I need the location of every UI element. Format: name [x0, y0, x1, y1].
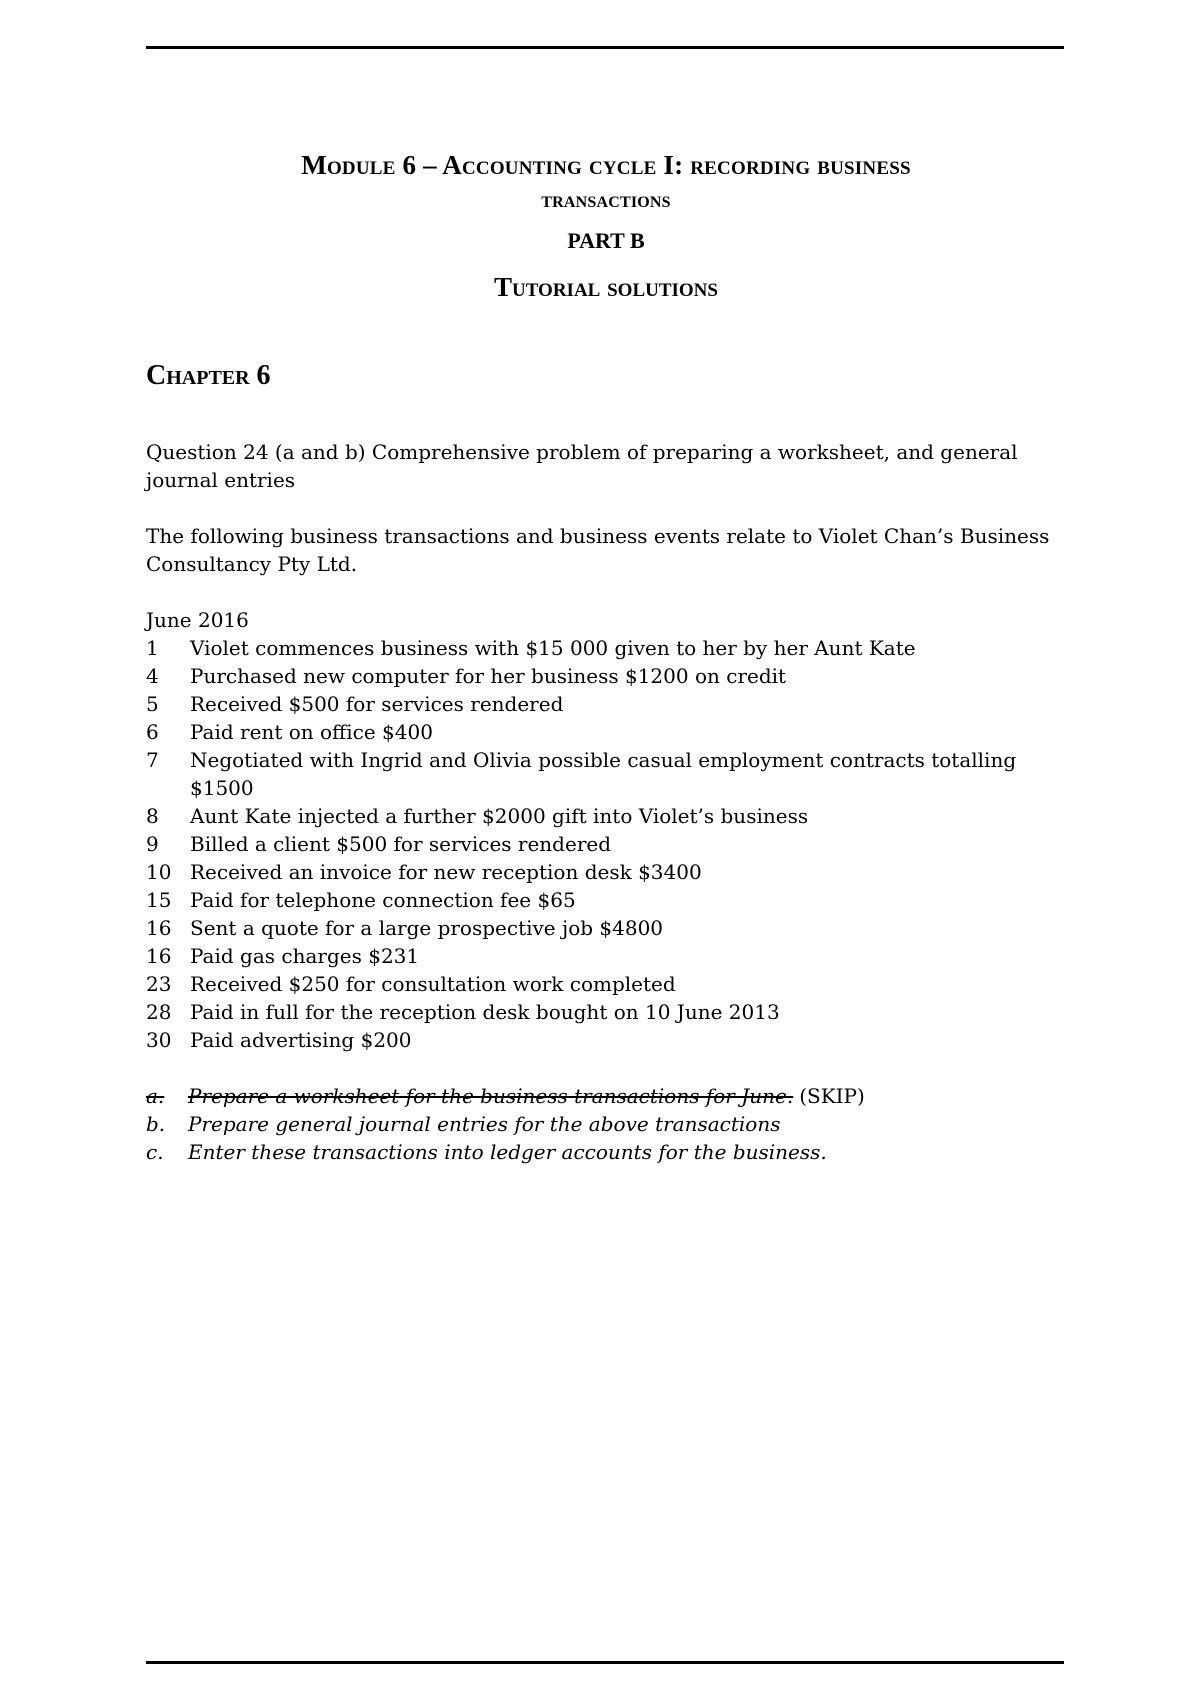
transaction-description: Paid advertising $200 [190, 1028, 412, 1052]
transaction-day: 5 [146, 692, 159, 716]
task-item-b [146, 1110, 1066, 1138]
transaction-item [146, 942, 1066, 970]
transaction-day: 28 [146, 1000, 172, 1024]
transaction-description: Sent a quote for a large prospective job $4800 [190, 916, 664, 940]
transaction-day: 8 [146, 804, 159, 828]
transaction-description: Violet commences business with $15 000 given to her by her Aunt Kate [190, 636, 916, 660]
transaction-item [146, 746, 1066, 802]
transaction-day: 16 [146, 916, 172, 940]
transaction-day: 9 [146, 832, 159, 856]
transaction-day: 23 [146, 972, 172, 996]
transaction-day: 7 [146, 748, 159, 772]
transaction-day: 15 [146, 888, 172, 912]
task-list [146, 1082, 1066, 1166]
transaction-day: 10 [146, 860, 172, 884]
task-text: Prepare general journal entries for the above transactions [188, 1112, 781, 1136]
task-letter: b. [146, 1112, 166, 1136]
transaction-item [146, 690, 1066, 718]
bottom-rule [146, 1661, 1064, 1664]
transaction-item [146, 998, 1066, 1026]
part-label: PART B [567, 228, 645, 253]
task-text: Enter these transactions into ledger accounts for the business. [188, 1140, 827, 1164]
struck-task-text: Prepare a worksheet for the business transactions for June. [188, 1084, 794, 1108]
transaction-description: Paid for telephone connection fee $65 [190, 888, 576, 912]
transaction-description: Paid rent on office $400 [190, 720, 433, 744]
transaction-description: Billed a client $500 for services rendered [190, 832, 612, 856]
task-letter: a. [146, 1084, 165, 1108]
transaction-day: 16 [146, 944, 172, 968]
transaction-item [146, 830, 1066, 858]
tutorial-subtitle: Tutorial solutions [494, 272, 718, 302]
transaction-description: Paid in full for the reception desk bought on 10 June 2013 [190, 1000, 780, 1024]
transaction-item [146, 914, 1066, 942]
task-letter: c. [146, 1140, 164, 1164]
transaction-day: 4 [146, 664, 159, 688]
transaction-description: Received an invoice for new reception desk $3400 [190, 860, 702, 884]
transaction-description: Purchased new computer for her business $1200 on credit [190, 664, 787, 688]
transaction-description: Received $250 for consultation work completed [190, 972, 676, 996]
transaction-item [146, 634, 1066, 662]
intro-text: The following business transactions and business events relate to Violet Chan’s Business Consultancy Pty Ltd. [146, 524, 1050, 576]
transaction-day: 1 [146, 636, 159, 660]
transaction-description: Aunt Kate injected a further $2000 gift into Violet’s business [190, 804, 809, 828]
module-title-line-1: Module 6 – Accounting cycle I: recording business [301, 150, 911, 180]
transaction-item [146, 718, 1066, 746]
transaction-description: Received $500 for services rendered [190, 692, 564, 716]
skip-note: (SKIP) [799, 1084, 865, 1108]
task-item-c [146, 1138, 1066, 1166]
title-block [146, 146, 1066, 304]
transaction-day: 6 [146, 720, 159, 744]
transaction-item [146, 802, 1066, 830]
transaction-day: 30 [146, 1028, 172, 1052]
task-text [188, 1082, 865, 1110]
transaction-item [146, 858, 1066, 886]
transaction-item [146, 1026, 1066, 1054]
transaction-description: Paid gas charges $231 [190, 944, 420, 968]
module-title-line-2: transactions [541, 187, 671, 212]
transaction-item [146, 886, 1066, 914]
top-rule [146, 46, 1064, 49]
transaction-list [146, 634, 1066, 1054]
period-heading: June 2016 [146, 608, 249, 632]
transaction-description: Negotiated with Ingrid and Olivia possible casual employment contracts totalling $1500 [190, 748, 1017, 800]
transaction-item [146, 970, 1066, 998]
chapter-heading: Chapter 6 [146, 360, 271, 391]
question-text: Question 24 (a and b) Comprehensive problem of preparing a worksheet, and general journal entries [146, 440, 1018, 492]
task-item-a [146, 1082, 1066, 1110]
transaction-item [146, 662, 1066, 690]
